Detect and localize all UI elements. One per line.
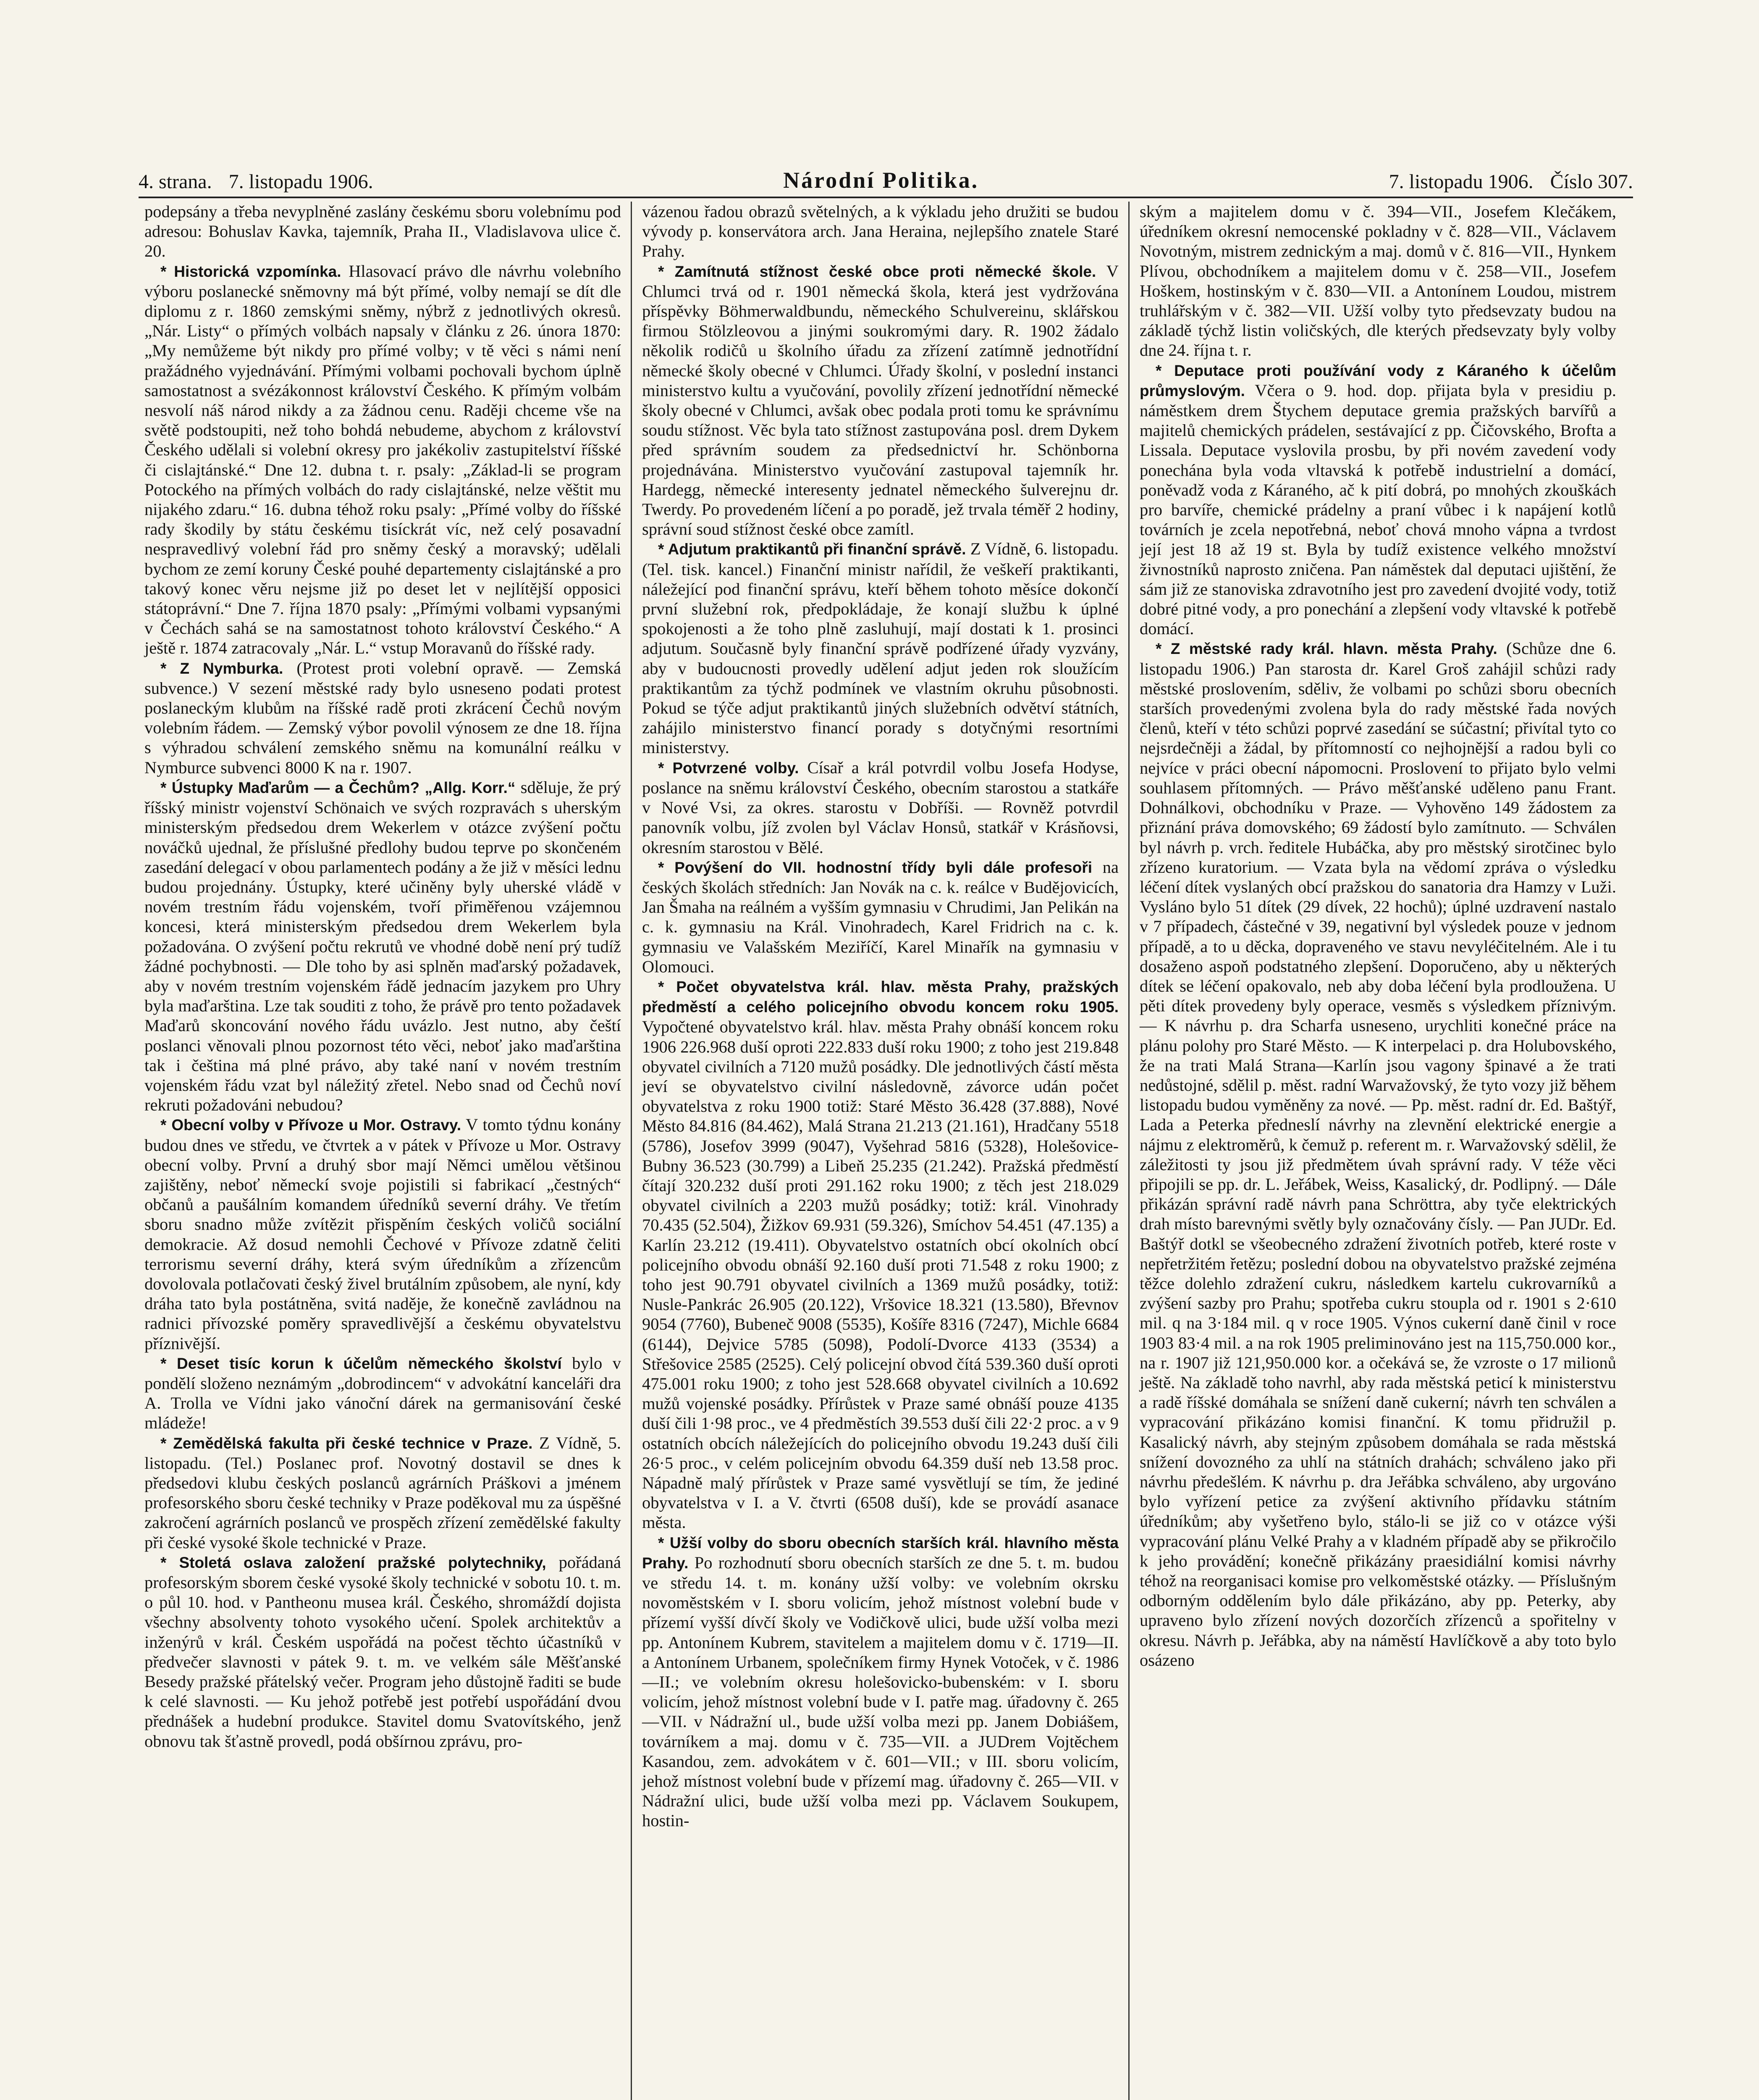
article-paragraph xyxy=(144,202,621,261)
article-text: Včera o 9. hod. dop. přijata byla v presidiu p. náměstkem drem Štychem deputace gremia pražských barvířů a majitelů chemických prádelen, sestávající z pp. Čičovského, Brofta a Lissala. Deputace vyslovila prosbu, by při novém zavedení vody ponechána byla voda vltavská k potřebě industrielní a domácí, poněvadž voda z Káraného, ač k pití dobrá, po mnohých zkouškách pro barvíře, chemické prádelny a praní vůbec i k napájení kotlů továrních je zcela nepotřebná, neboť chová mnoho vápna a tvrdost její jest 18 až 19 st. Byla by tudíž existence velkého množství živnostníků naprosto zničena. Pan náměstek dal deputaci ujištění, že sám již ze stanoviska zdravotního jest pro zavedení dvojité vody, totiž dobré pitné vody, a pro ponechání a zlepšení vody vltavské k potřebě domácí. xyxy=(1140,381,1616,638)
article-headline: * Z městské rady král. hlavn. města Prahy. xyxy=(1156,640,1497,658)
masthead-right xyxy=(1389,170,1633,193)
article-paragraph xyxy=(642,976,1119,1533)
masthead-left xyxy=(139,170,373,193)
article-text: (Schůze dne 6. listopadu 1906.) Pan starosta dr. Karel Groš zahájil schůzi rady městské proslovením, sděliv, že volbami po schůzi sboru obecních starších provedenými zvolena byla do rady městské řada nových členů, kteří v této schůzi poprvé zasedání se súčastní; přivítal tyto co nejsrdečněji a žádal, by přítomností co nejhojnější a radou byli co nejvíce v práci obecní nápomocni. Proslovení to přijato bylo velmi souhlasem přítomných. — Právo měšťanské uděleno panu Frant. Dohnálkovi, obchodníku v Praze. — Vyhověno 149 žádostem za přiznání práva domovského; 69 žádostí bylo zamítnuto. — Schválen byl návrh p. vrch. ředitele Hubáčka, aby pro městský sirotčinec bylo zřízeno kuratorium. — Vzata byla na vědomí zpráva o výsledku léčení dítek vyslaných obcí pražskou do sanatoria dra Hamzy v Luži. Vysláno bylo 51 dítek (29 dívek, 22 hochů); úplné uzdravení nastalo v 7 případech, částečné v 39, negativní byl výsledek pouze v jednom případě, a to u děcka, dopraveného ve stavu nevyléčitelném. Ale i tu dosaženo aspoň podstatného zlepšení. Doporučeno, aby u některých dítek se léčení opakovalo, neb aby doba léčení byla prodloužena. U pěti dítek provedeny byly operace, vesměs s výsledkem příznivým. — K návrhu p. dra Scharfa usneseno, urychliti konečné práce na plánu polohy pro Staré Město. — K interpelaci p. dra Holubovského, že na trati Malá Strana—Karlín jsou vagony špinavé a že trati nedůstojné, sdělil p. měst. radní Warvažovský, že tyto vozy již během listopadu budou vyměněny za nové. — Pp. měst. radní dr. Ed. Baštýř, Lada a Peterka předneslí návrhy na zlevnění elektrické energie a nájmu z elektroměrů, k čemuž p. referent m. r. Warvažovský sdělil, že záležitosti ty jsou již předmětem úvah správní rady. V téže věci připojili se pp. dr. L. Jeřábek, Weiss, Kasalický, dr. Podlipný. — Dále přikázán správní radě návrh pana Schröttra, aby tyče elektrických drah místo barevnými světly byly označovány čísly. — Pan JUDr. Ed. Baštýř dotkl se všeobecného zdražení životních potřeb, které roste v nepřetržitém řetězu; poslední dobou na obyvatelstvo pražské zejména těžce dolehlo zdražení cukru, následkem kartelu cukrovarníků a zvýšení sazby pro Prahu; spotřeba cukru stoupla od r. 1901 s 2·610 mil. q na 3·184 mil. q v roce 1905. Výnos cukerní daně činil v roce 1903 83·4 mil. a na rok 1905 preliminováno jest na 115,750.000 kor., na r. 1907 již 121,950.000 kor. a očekává se, že vzroste o 17 milionů ještě. Na základě toho navrhl, aby rada městská peticí k ministerstvu a radě říšské domáhala se snížení daně cukerní; návrh ten schválen a vypracování přikázáno komisi finanční. K tomu přidružil p. Kasalický návrh, aby stejným způsobem domáhala se rada městská snížení dovozného za uhlí na státních drahách; schváleno jako při návrhu předešlém. K návrhu p. dra Jeřábka schváleno, aby urgováno bylo vyřízení petice za zvýšení aktivního přídavku státním úředníkům; aby vyšetřeno bylo, stálo-li se již co v otázce výši vypracování plánu Velké Prahy a v kladném případě aby se přikročilo k jeho provádění; konečně přikázány praesidiální komisi návrhy téhož na reorganisaci komise pro velkoměstské otázky. — Příslušným odborným oddělením bylo dále přikázáno, aby pp. Peterky, aby upraveno bylo zřízení nových dozorčích zřízenců a spořitelny v okresu. Návrh p. Jeřábka, aby na náměstí Havlíčkově a aby toto bylo osázeno xyxy=(1140,639,1617,1670)
article-text: Z Vídně, 5. listopadu. (Tel.) Poslanec prof. Novotný dostavil se dnes k předsedovi klubu českých poslanců agrárních Práškovi a jménem profesorského sboru české techniky v Praze poděkoval mu za úspěšné zakročení agrárních poslanců ve prospěch zřízení zemědělské fakulty při české vysoké škole technické v Praze. xyxy=(144,1433,621,1552)
date-left: 7. listopadu 1906. xyxy=(228,171,373,193)
article-paragraph xyxy=(144,1433,621,1552)
column-divider xyxy=(627,202,636,2100)
article-headline: * Zamítnutá stížnost české obce proti německé škole. xyxy=(658,262,1096,280)
article-paragraph xyxy=(144,261,621,658)
date-right: 7. listopadu 1906. xyxy=(1389,171,1534,193)
article-paragraph xyxy=(144,658,621,777)
column-2 xyxy=(636,202,1125,2100)
article-headline: * Počet obyvatelstva král. hlav. města Prahy, pražských předměstí a celého policejního obvodu koncem roku 1905. xyxy=(642,978,1119,1016)
article-text: Po rozhodnutí sboru obecních starších ze dne 5. t. m. budou ve středu 14. t. m. konány užší volby: ve volebním okrsku novoměstském v I. sboru volicím, jehož místnost volební bude v přízemí vyšší dívčí školy ve Vodičkově ulici, bude užší volba mezi pp. Antonínem Kubrem, stavitelem a majitelem domu v č. 1719—II. a Antonínem Urbanem, společníkem firmy Hynek Votoček, v č. 1986—II.; ve volebním okresu holešovicko-bubenském: v I. sboru volicím, jehož místnost volební bude v I. patře mag. úřadovny č. 265—VII. v Nádražní ul., bude užší volba mezi pp. Janem Dobiášem, továrníkem a maj. domu v č. 735—VII. a JUDrem Vojtěchem Kasandou, zem. advokátem v č. 601—VII.; v III. sboru volicím, jehož místnost volební bude v přízemí mag. úřadovny č. 265—VII. v Nádražní ulici, bude užší volba mezi pp. Václavem Soukupem, hostin- xyxy=(642,1553,1119,1830)
newspaper-title: Národní Politika. xyxy=(783,168,979,193)
article-text: Vypočtené obyvatelstvo král. hlav. města Prahy obnáší koncem roku 1906 226.968 duší oproti 222.833 duší roku 1900; z toho jest 219.848 obyvatel civilních a 7120 mužů posádky. Dle jednotlivých částí města jeví se obyvatelstvo civilní následovně, závorce udán počet obyvatelstva z roku 1900 totiž: Staré Město 36.428 (37.888), Nové Město 84.816 (84.462), Malá Strana 21.213 (21.161), Hradčany 5518 (5786), Josefov 3999 (9047), Vyšehrad 5816 (5328), Holešovice-Bubny 36.523 (30.799) a Libeň 25.235 (21.242). Pražská předměstí čítají 320.232 duší proti 291.162 roku 1900; z těch jest 218.029 obyvatel civilních a 2203 mužů posádky; totiž: král. Vinohrady 70.435 (52.504), Žižkov 69.931 (59.326), Smíchov 54.451 (47.135) a Karlín 23.212 (19.411). Obyvatelstvo ostatních obcí okolních obcí policejního obvodu obnáší 92.160 duší proti 71.548 z roku 1900; z toho jest 90.791 obyvatel civilních a 1369 mužů posádky, totiž: Nusle-Pankrác 26.905 (20.122), Vršovice 18.321 (13.580), Břevnov 9054 (7760), Bubeneč 9008 (5535), Košíře 8316 (7247), Michle 6684 (6144), Dejvice 5785 (5098), Podolí-Dvorce 4133 (3534) a Střešovice 2585 (2525). Celý policejní obvod čítá 539.360 duší oproti 475.001 roku 1900; z toho jest 528.668 obyvatel civilních a 10.692 mužů vojenské posádky. Přírůstek v Praze samé obnáší pouze 4135 duší čili 1·98 proc., ve 4 předměstích 39.553 duší čili 22·2 proc. a v 9 ostatních obcích náležejících do policejního obvodu 19.243 duší čili 26·5 proc., v celém policejním obvodu 64.359 duší neb 13.58 proc. Nápadně malý přírůstek v Praze samé vysvětlují se tím, že jediné obyvatelstva v I. a V. čtvrti (6508 duší), kde se provádí asanace města. xyxy=(642,1017,1119,1532)
article-headline: * Povýšení do VII. hodnostní třídy byli dále profesoři xyxy=(658,858,1092,876)
article-headline: * Užší volby do sboru obecních starších král. hlavního města Prahy. xyxy=(642,1534,1119,1572)
article-paragraph xyxy=(1140,638,1616,1670)
article-headline: * Obecní volby v Přívoze u Mor. Ostravy. xyxy=(160,1116,461,1134)
article-text: vázenou řadou obrazů světelných, a k výkladu jeho družiti se budou vývody p. konservátora arch. Jana Heraina, nejlepšího znatele Staré Prahy. xyxy=(642,202,1119,261)
header-rule xyxy=(139,197,1633,198)
article-headline: * Potvrzené volby. xyxy=(658,759,799,777)
article-headline: * Deset tisíc korun k účelům německého školství xyxy=(160,1354,562,1372)
masthead xyxy=(139,160,1633,193)
article-paragraph xyxy=(642,857,1119,976)
article-headline: * Adjutum praktikantů při finanční správě. xyxy=(658,541,966,558)
article-text: na českých školách středních: Jan Novák na c. k. reálce v Budějovicích, Jan Šmaha na reálném a vyšším gymnasiu v Chrudimi, Jan Pelikán na c. k. gymnasiu na Král. Vinohradech, Karel Fridrich na c. k. gymnasiu ve Valašském Meziříčí, Karel Minařík na gymnasiu v Olomouci. xyxy=(642,857,1119,976)
article-headline: * Deputace proti používání vody z Káraného k účelům průmyslovým. xyxy=(1140,362,1616,399)
article-text: bylo v pondělí složeno neznámým „dobrodincem“ v advokátní kanceláři dra A. Trolla ve Vídni jako vánoční dárek na germanisování české mládeže! xyxy=(144,1353,621,1433)
article-text: ským a majitelem domu v č. 394—VII., Josefem Klečákem, úředníkem okresní nemocenské pokladny v č. 828—VII., Václavem Novotným, mistrem zednickým a maj. domů v č. 816—VII., Hynkem Plívou, obchodníkem a majitelem domu v č. 258—VII., Josefem Hoškem, hostinským v č. 830—VII. a Antonínem Loudou, mistrem truhlářským v č. 382—VII. Užší volby tyto předsevzaty budou na základě týchž listin voličských, dle kterých předsevzaty byly volby dne 24. října t. r. xyxy=(1140,202,1616,360)
page-label: 4. strana. xyxy=(139,171,212,193)
article-text: (Protest proti volební opravě. — Zemská subvence.) V sezení městské rady bylo usneseno podati protest poslaneckým klubům na říšské radě proti zkrácení Čechů novým volebním řádem. — Zemský výbor povolil výnosem ze dne 18. října s výhradou schválení zemského sněmu na komunální reálku v Nymburce subvenci 8000 K na r. 1907. xyxy=(144,658,621,777)
article-headline: * Z Nymburka. xyxy=(160,659,283,677)
article-paragraph xyxy=(642,758,1119,857)
article-paragraph xyxy=(642,202,1119,261)
article-paragraph xyxy=(642,261,1119,539)
article-text: V Chlumci trvá od r. 1901 německá škola, která jest vydržována příspěvky Böhmerwaldbundu, německého Schulvereinu, sklářskou firmou Stölzleovou a jinými soukromými dary. R. 1902 žádalo několik rodičů u školního úřadu za zřízení zatímně jednotřídní německé školy obecné v Chlumci. Úřady školní, v poslední instanci ministerstvo kultu a vyučování, povolily zřízení jednotřídní německé školy obecné v Chlumci, avšak obec podala proti tomu ke správnímu soudu stížnost. Věc byla tato stížnost zastupována posl. drem Dykem před správním soudem za předsednictví hr. Schönborna projednávána. Ministerstvo vyučování zastupoval tajemník hr. Hardegg, německé interesenty jednatel německého šulverejnu dr. Twerdy. Po provedeném líčení a po poradě, jež trvala téměř 2 hodiny, správní soud stížnost české obce zamítl. xyxy=(642,261,1119,539)
article-columns xyxy=(139,202,1633,2100)
article-paragraph xyxy=(144,1552,621,1751)
article-paragraph xyxy=(144,777,621,1115)
column-3 xyxy=(1134,202,1622,2100)
article-text: V tomto týdnu konány budou dnes ve středu, ve čtvrtek a v pátek v Přívoze u Mor. Ostravy obecní volby. První a druhý sbor mají Němci umělou většinou zajištěny, neboť německí svoje pojistili si fabrikací „čestných“ občanů a paušálním komandem úředníků severní dráhy. Ve třetím sboru snadno může zvítězit přispěním českých voličů sociální demokracie. Až dosud nemohli Čechové v Přívoze zdatně čeliti terrorismu severní dráhy, která svým úředníkům a zřízencům dovolovala potlačovati český živel brutálním způsobem, ale nyní, kdy dráha tato byla postátněna, svitá naděje, že konečně zavládnou na radnici přívozské poměry spravedlivější a českému obyvatelstvu příznivější. xyxy=(144,1115,621,1353)
issue-number: Číslo 307. xyxy=(1550,171,1633,193)
article-headline: * Historická vzpomínka. xyxy=(160,262,341,280)
column-1 xyxy=(139,202,627,2100)
article-paragraph xyxy=(642,539,1119,757)
article-headline: * Ústupky Maďarům — a Čechům? „Allg. Korr.“ xyxy=(160,779,516,796)
article-paragraph xyxy=(642,1533,1119,1831)
article-text: Hlasovací právo dle návrhu volebního výboru poslanecké sněmovny má být přímé, volby nemají se dít dle diplomu z r. 1860 zemskými sněmy, nýbrž z jednotlivých okresů. „Nár. Listy“ o přímých volbách napsaly v článku z 26. února 1870: „My nemůžeme být nikdy pro přímé volby; v tě věci s námi není pražádného vyjednávání. Přímými volbami pochovali bychom úplně samostatnost a svézákonnost království Českého. K přímým volbám nesvolí náš národ nikdy a za žádnou cenu. Raději chceme vše na světě podstoupiti, než toho bohdá nebudeme, abychom z království Českého udělali si volební okresy pro jakékoliv zastupitelství říšské či cislajtánské.“ Dne 12. dubna t. r. psaly: „Základ-li se program Potockého na přímých volbách do rady cislajtánské, nelze věštit mu nijakého zdaru.“ 16. dubna téhož roku psaly: „Přímé volby do říšské rady škodily by státu českému tisíckrát víc, než celý posavadní nespravedlivý volební řád pro sněmy český a moravský; udělali bychom ze zemí koruny České pouhé departementy cislajtánské a pro takový konec věru nejsme již po deset let v nejlítější opposici státoprávní.“ Dne 7. října 1870 psaly: „Přímými volbami vypsanými v Čechách sahá se na samostatnost tohoto království Českého.“ A ještě r. 1874 zatracovaly „Nár. L.“ vstup Moravanů do říšské rady. xyxy=(144,261,621,658)
article-headline: * Stoletá oslava založení pražské polytechniky, xyxy=(160,1554,546,1571)
article-text: sděluje, že prý říšský ministr vojenství Schönaich ve svých rozpravách s uherským ministerským předsedou drem Wekerlem v otázce zvýšení počtu nováčků ujednal, že příslušné předlohy budou teprve po skončeném zasedání delegací v obou parlamentech podány a že již v měsíci lednu budou projednány. Ústupky, které učiněny byly uherské vládě v novém trestním řádu vojenském, tvoří přiměřenou vzájemnou koncesi, která ministerským předsedou drem Wekerlem byla požadována. O zvýšení počtu rekrutů ve vhodné době není prý tudíž žádné pochybnosti. — Dle toho by asi splněn maďarský požadavek, aby v novém trestním vojenském řádě jednacím jazykem pro Uhry byla maďarština. Lze tak souditi z toho, že právě pro tento požadavek Maďarů skoncování nového řádu uvázlo. Jest nutno, aby čeští poslanci věnovali plnou pozornost této věci, neboť jako maďarština tak i čeština má plné právo, aby také naní v novém trestním vojenském řádu vzat byl náležitý zřetel. Nebo snad od Čechů noví rekruti požadováni nebudou? xyxy=(144,777,621,1115)
article-text: pořádaná profesorským sborem české vysoké školy technické v sobotu 10. t. m. o půl 10. hod. v Pantheonu musea král. Českého, shromáždí dojista všechny absolventy tohoto vysokého učení. Spolek architektův a inženýrů v král. Českém uspořádá na počest těchto účastníků v předvečer slavnosti v pátek 9. t. m. ve velkém sále Měšťanské Besedy pražské přátelský večer. Program jeho důstojně řaditi se bude k celé slavnosti. — Ku jehož potřebě jest potřebí uspořádání dvou přednášek a hudební produkce. Stavitel domu Svatovítského, jenž obnovu tak šťastně provedl, podá obšírnou zprávu, pro- xyxy=(144,1552,621,1751)
article-paragraph xyxy=(1140,202,1616,360)
article-paragraph xyxy=(144,1115,621,1353)
article-paragraph xyxy=(1140,360,1616,639)
article-headline: * Zemědělská fakulta při české technice v Praze. xyxy=(160,1434,533,1452)
article-paragraph xyxy=(144,1353,621,1433)
column-divider xyxy=(1125,202,1134,2100)
article-text: podepsány a třeba nevyplněné zaslány českému sboru volebnímu pod adresou: Bohuslav Kavka, tajemník, Praha II., Vladislavova ulice č. 20. xyxy=(144,202,621,261)
article-text: Císař a král potvrdil volbu Josefa Hodyse, poslance na sněmu království Českého, obecním starostou a statkáře v Nové Vsi, za okres. starostu v Dobříši. — Rovněž potvrdil panovník volbu, jíž zvolen byl Václav Honsů, statkář v Krásňovsi, okresním starostou v Bělé. xyxy=(642,758,1119,857)
article-text: Z Vídně, 6. listopadu. (Tel. tisk. kancel.) Finanční ministr nařídil, že veškeří praktikanti, náležející pod finanční správu, kteří během tohoto měsíce dokončí první služební rok, předpokládaje, že konají službu k úplné spokojenosti a že toho plně zasluhují, mají dostati k 1. prosinci adjutum. Současně byly finanční správě podřízené úřady vyzvány, aby v budoucnosti provedly udělení adjut jeden rok sloužícím praktikantům za týchž podmínek ve vlastním okruhu působnosti. Pokud se týče adjut praktikantů jiných služebních odvětví státních, zahájilo ministerstvo financí porady s dotyčnými resortními ministerstvy. xyxy=(642,539,1119,757)
